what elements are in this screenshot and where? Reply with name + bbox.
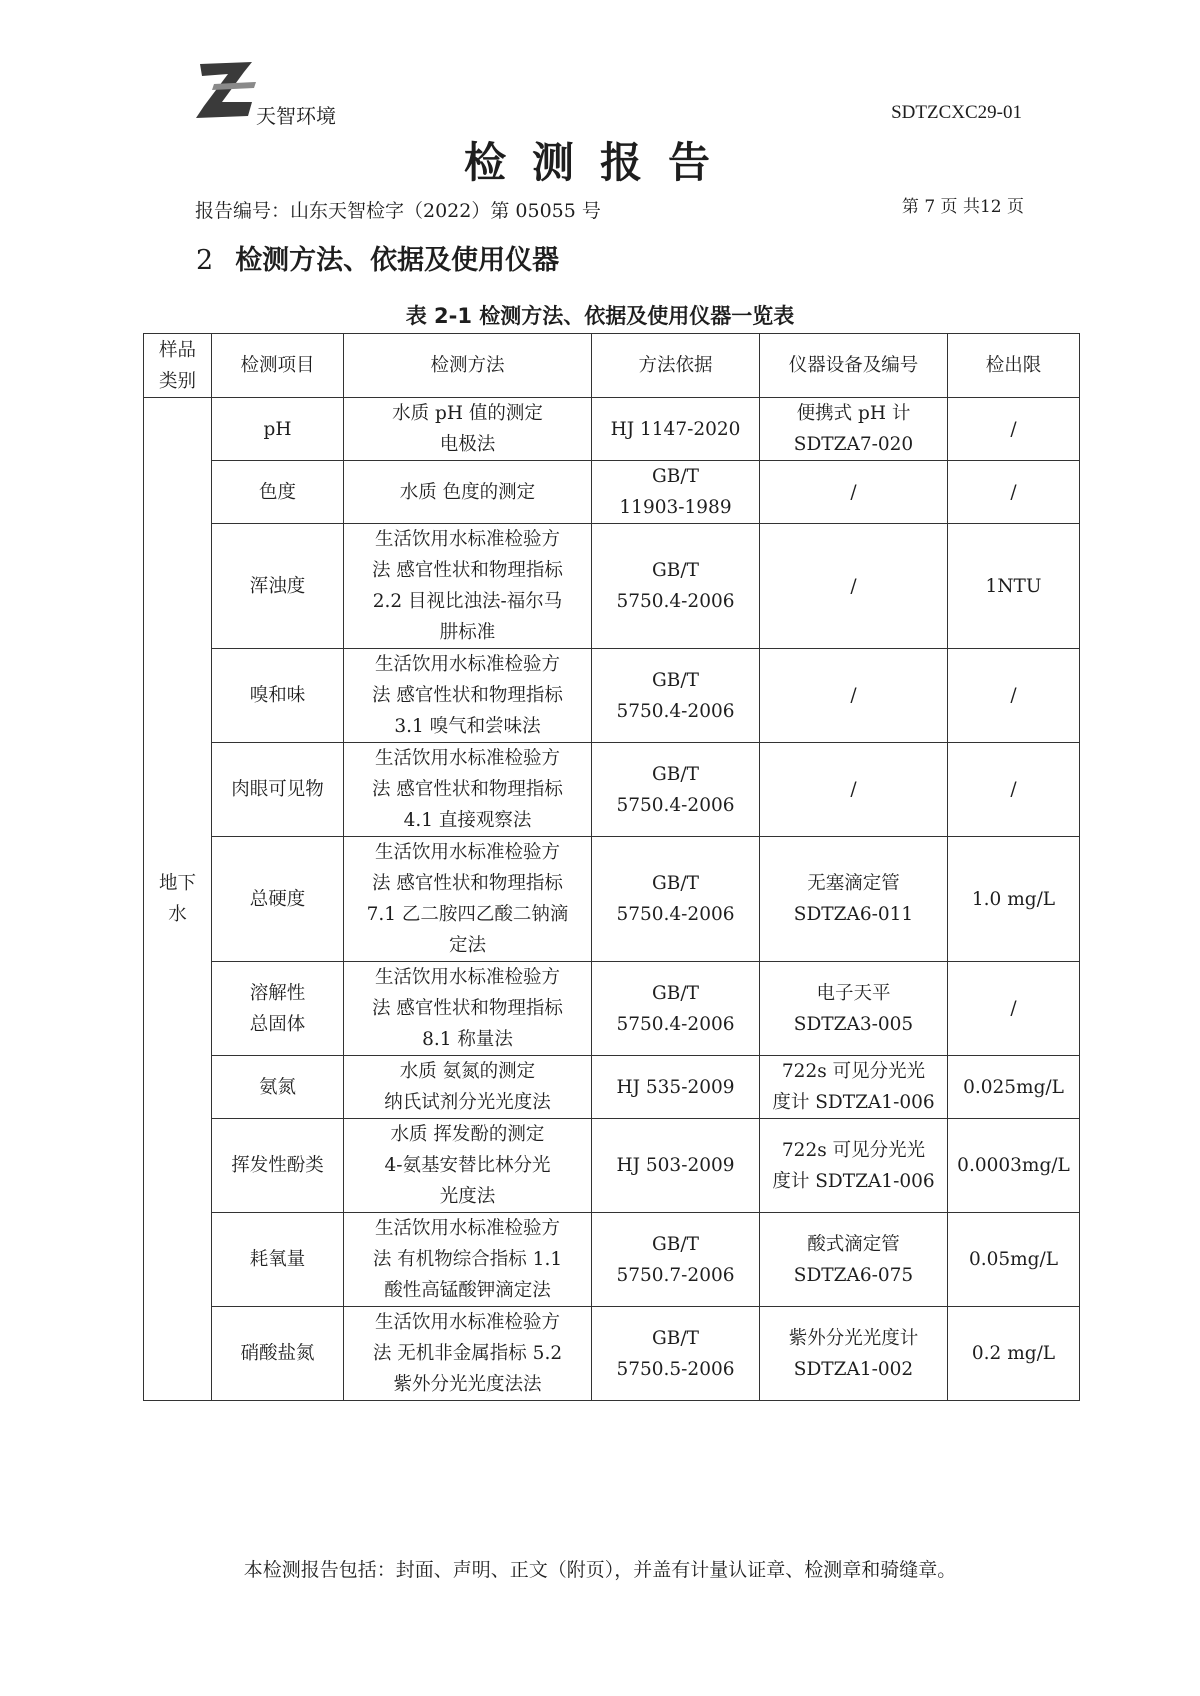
table-row [144, 398, 1080, 461]
basis-cell: GB/T 5750.4-2006 [592, 837, 760, 962]
section-heading [196, 238, 559, 277]
basis-cell: GB/T 11903-1989 [592, 461, 760, 524]
method-cell: 水质 挥发酚的测定 4-氨基安替比林分光 光度法 [344, 1119, 592, 1213]
limit-cell: 0.2 mg/L [948, 1307, 1080, 1401]
item-cell: 挥发性酚类 [212, 1119, 344, 1213]
instrument-cell: 电子天平 SDTZA3-005 [760, 962, 948, 1056]
method-cell: 生活饮用水标准检验方 法 无机非金属指标 5.2 紫外分光光度法法 [344, 1307, 592, 1401]
table-row [144, 524, 1080, 649]
item-cell: 溶解性 总固体 [212, 962, 344, 1056]
instrument-cell: 酸式滴定管 SDTZA6-075 [760, 1213, 948, 1307]
item-cell: 总硬度 [212, 837, 344, 962]
page-number: 第 7 页 共12 页 [901, 197, 1024, 217]
item-cell: 氨氮 [212, 1056, 344, 1119]
method-cell: 生活饮用水标准检验方 法 感官性状和物理指标 7.1 乙二胺四乙酸二钠滴 定法 [344, 837, 592, 962]
method-cell: 水质 pH 值的测定 电极法 [344, 398, 592, 461]
limit-cell: 1.0 mg/L [948, 837, 1080, 962]
basis-cell: GB/T 5750.5-2006 [592, 1307, 760, 1401]
basis-cell: HJ 535-2009 [592, 1056, 760, 1119]
table-row [144, 837, 1080, 962]
table-row [144, 1213, 1080, 1307]
table-row [144, 962, 1080, 1056]
limit-cell: / [948, 649, 1080, 743]
item-cell: 浑浊度 [212, 524, 344, 649]
limit-cell: / [948, 743, 1080, 837]
method-cell: 生活饮用水标准检验方 法 感官性状和物理指标 2.2 目视比浊法-福尔马 肼标准 [344, 524, 592, 649]
report-number: 报告编号：山东天智检字（2022）第 05055 号 [195, 200, 601, 222]
table-header-row [144, 334, 1080, 398]
instrument-cell: / [760, 649, 948, 743]
method-cell: 生活饮用水标准检验方 法 感官性状和物理指标 4.1 直接观察法 [344, 743, 592, 837]
footer-note: 本检测报告包括：封面、声明、正文（附页），并盖有计量认证章、检测章和骑缝章。 [243, 1559, 957, 1581]
item-cell: 肉眼可见物 [212, 743, 344, 837]
instrument-cell: / [760, 524, 948, 649]
basis-cell: GB/T 5750.4-2006 [592, 962, 760, 1056]
item-cell: 色度 [212, 461, 344, 524]
instrument-cell: 紫外分光光度计 SDTZA1-002 [760, 1307, 948, 1401]
limit-cell: 1NTU [948, 524, 1080, 649]
limit-cell: 0.025mg/L [948, 1056, 1080, 1119]
table-row [144, 1119, 1080, 1213]
basis-cell: HJ 1147-2020 [592, 398, 760, 461]
method-cell: 水质 氨氮的测定 纳氏试剂分光光度法 [344, 1056, 592, 1119]
instrument-cell: 便携式 pH 计 SDTZA7-020 [760, 398, 948, 461]
method-cell: 生活饮用水标准检验方 法 感官性状和物理指标 8.1 称量法 [344, 962, 592, 1056]
report-title: 检测报告 [463, 138, 736, 187]
methods-table [143, 333, 1080, 1401]
table-row [144, 743, 1080, 837]
item-cell: pH [212, 398, 344, 461]
instrument-cell: 722s 可见分光光 度计 SDTZA1-006 [760, 1056, 948, 1119]
company-logo [192, 58, 262, 122]
section-number: 2 [196, 245, 214, 276]
company-name: 天智环境 [256, 104, 336, 128]
limit-cell: / [948, 962, 1080, 1056]
basis-cell: GB/T 5750.4-2006 [592, 743, 760, 837]
method-cell: 生活饮用水标准检验方 法 感官性状和物理指标 3.1 嗅气和尝味法 [344, 649, 592, 743]
table-row [144, 649, 1080, 743]
item-cell: 耗氧量 [212, 1213, 344, 1307]
column-header: 检出限 [948, 334, 1080, 398]
basis-cell: GB/T 5750.7-2006 [592, 1213, 760, 1307]
column-header: 方法依据 [592, 334, 760, 398]
item-cell: 嗅和味 [212, 649, 344, 743]
table-row [144, 1307, 1080, 1401]
instrument-cell: 无塞滴定管 SDTZA6-011 [760, 837, 948, 962]
limit-cell: / [948, 398, 1080, 461]
document-code: SDTZCXC29-01 [891, 102, 1022, 123]
column-header: 仪器设备及编号 [760, 334, 948, 398]
column-header: 样品 类别 [144, 334, 212, 398]
table-row [144, 1056, 1080, 1119]
limit-cell: 0.05mg/L [948, 1213, 1080, 1307]
column-header: 检测方法 [344, 334, 592, 398]
column-header: 检测项目 [212, 334, 344, 398]
section-title: 检测方法、依据及使用仪器 [235, 245, 560, 276]
instrument-cell: / [760, 743, 948, 837]
item-cell: 硝酸盐氮 [212, 1307, 344, 1401]
table-caption: 表 2-1 检测方法、依据及使用仪器一览表 [405, 304, 795, 328]
method-cell: 水质 色度的测定 [344, 461, 592, 524]
basis-cell: GB/T 5750.4-2006 [592, 524, 760, 649]
method-cell: 生活饮用水标准检验方 法 有机物综合指标 1.1 酸性高锰酸钾滴定法 [344, 1213, 592, 1307]
limit-cell: / [948, 461, 1080, 524]
limit-cell: 0.0003mg/L [948, 1119, 1080, 1213]
basis-cell: HJ 503-2009 [592, 1119, 760, 1213]
table-row [144, 461, 1080, 524]
instrument-cell: 722s 可见分光光 度计 SDTZA1-006 [760, 1119, 948, 1213]
basis-cell: GB/T 5750.4-2006 [592, 649, 760, 743]
sample-type-cell: 地下 水 [144, 398, 212, 1401]
instrument-cell: / [760, 461, 948, 524]
